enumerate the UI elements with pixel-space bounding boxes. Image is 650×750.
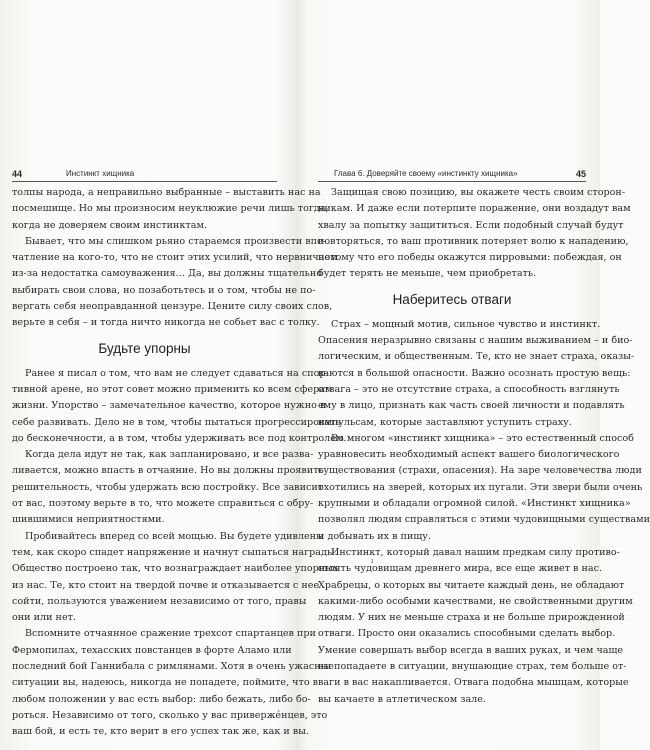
text-line: стоять чудовищам древнего мира, все еще живет в нас. bbox=[318, 563, 603, 575]
page-number: 44 bbox=[12, 169, 23, 179]
text-line: любом положении у вас есть выбор: либо бежать, либо бо- bbox=[12, 693, 311, 705]
text-line: охотились на зверей, которых их пугали. Эти звери были очень bbox=[318, 481, 643, 493]
text-line: отваги. Просто они оказались способными сделать выбор. bbox=[318, 628, 616, 640]
paragraph bbox=[318, 317, 635, 431]
text-line: Пробивайтесь вперед со всей мощью. Вы будете удивлены bbox=[25, 530, 324, 542]
page-number: 45 bbox=[575, 169, 586, 179]
gutter-mark: ı bbox=[371, 557, 374, 565]
text-line: ваш бой, и есть те, кто верит в его успех так же, как и вы. bbox=[12, 726, 309, 738]
text-line: выбирать свои слова, но позаботьтесь и о том, чтобы не по- bbox=[12, 284, 316, 296]
text-line: из-за недостатка самоуважения… Да, вы должны тщательно bbox=[12, 268, 322, 280]
text-line: Защищая свою позицию, вы окажете честь своим сторон- bbox=[331, 187, 626, 198]
text-line: импульсам, которые заставляют уступить страху. bbox=[318, 416, 572, 428]
text-line: тивной арене, но этот совет можно применить ко всем сферам bbox=[12, 383, 333, 395]
text-line: повторяться, то ваш противник потеряет волю к нападению, bbox=[318, 235, 629, 247]
text-line: Храбрецы, о которых вы читаете каждый день, не обладают bbox=[318, 579, 625, 591]
text-section-1 bbox=[12, 185, 338, 332]
paragraph bbox=[318, 185, 631, 283]
text-line: когда не доверяем своим инстинктам. bbox=[12, 219, 207, 231]
text-line: тем, как скоро спадет напряжение и начнут сыпаться награды. bbox=[12, 546, 338, 558]
text-line: они или нет. bbox=[12, 612, 76, 624]
text-line: существования (страхи, опасения). На заре человечества люди bbox=[318, 465, 642, 477]
text-line: Общество построено так, что вознаграждает наиболее упорных bbox=[12, 563, 339, 575]
text-line: до бесконечности, а в том, чтобы удерживать все под контролем. bbox=[12, 432, 347, 444]
paragraph bbox=[12, 447, 324, 528]
running-title: Глава 6. Доверяйте своему «инстинкту хищника» bbox=[334, 169, 518, 178]
text-line: ваги в вас накапливается. Отвага подобна мышцам, которые bbox=[318, 677, 629, 689]
text-line: сойти, пользуются уважением независимо от того, правы bbox=[12, 595, 307, 607]
text-line: и добывать их в пищу. bbox=[318, 530, 431, 542]
text-line: решительность, чтобы удержать всю постройку. Все зависит bbox=[12, 481, 324, 493]
running-header bbox=[12, 168, 277, 182]
text-line: крупными и обладали огромной силой. «Инстинкт хищника» bbox=[318, 498, 631, 510]
text-line: ему в лицо, признать как часть своей личности и подавлять bbox=[318, 400, 625, 412]
text-line: посмешище. Но мы произносим неуклюжие речи лишь тогда, bbox=[12, 203, 329, 215]
text-line: вергать себя неоправданной цензуре. Цените силу своих слов, bbox=[12, 301, 333, 313]
paragraph bbox=[318, 431, 650, 545]
text-line: Инстинкт, который давал нашим предкам силу противо- bbox=[331, 546, 620, 558]
text-line: из нас. Те, кто стоит на твердой почве и отказывается с нее bbox=[12, 579, 320, 591]
text-line: Умение совершать выбор всегда в ваших руках, и чем чаще bbox=[318, 644, 624, 656]
text-line: потому что его победы окажутся пирровыми: побеждая, он bbox=[318, 252, 622, 264]
text-line: Фермопилах, техасских повстанцев в форте Аламо или bbox=[12, 644, 292, 656]
paragraph bbox=[12, 366, 347, 447]
page-body bbox=[12, 185, 347, 741]
text-section-2 bbox=[12, 366, 347, 741]
text-line: ливается, можно впасть в отчаяние. Но вы должны проявить bbox=[12, 465, 324, 477]
text-line: никам. И даже если потерпите поражение, они воздадут вам bbox=[318, 203, 631, 215]
text-line: будет терять не меньше, чем приобретать. bbox=[318, 268, 537, 280]
text-line: Когда дела идут не так, как запланировано, и все разва- bbox=[25, 449, 314, 461]
text-line: роться. Независимо от того, сколько у вас привержéнцев, это bbox=[12, 709, 328, 721]
text-line: от вас, поэтому верьте в то, что можете справиться с обру- bbox=[12, 498, 314, 510]
text-line: верьте в себя – и тогда ничто никогда не собьет вас с толку. bbox=[12, 317, 320, 329]
text-section-1 bbox=[318, 185, 631, 283]
text-line: чатление на кого-то, что не стоит этих усилий, что нервничаем bbox=[12, 252, 338, 264]
paragraph bbox=[12, 626, 334, 740]
text-line: какими-либо особыми качествами, не свойственными другим bbox=[318, 595, 633, 607]
running-title: Инстинкт хищника bbox=[66, 169, 135, 178]
text-line: Бывает, что мы слишком рьяно стараемся произвести впе- bbox=[25, 235, 326, 247]
text-line: Опасения неразрывно связаны с нашим выживанием – и био- bbox=[318, 335, 633, 347]
text-section-2 bbox=[318, 317, 650, 708]
text-line: вы попадаете в ситуации, внушающие страх, тем больше от- bbox=[318, 661, 627, 673]
text-line: последний бой Ганнибала с римлянами. Хотя в очень ужасные bbox=[12, 661, 334, 673]
running-header bbox=[318, 168, 586, 182]
paragraph bbox=[12, 234, 338, 332]
paragraph bbox=[12, 185, 329, 234]
page-body bbox=[318, 185, 650, 708]
text-line: отвага – это не отсутствие страха, а способность взглянуть bbox=[318, 383, 620, 395]
text-line: логическим, и общественным. Те, кто не знает страха, оказы- bbox=[318, 351, 635, 363]
paragraph bbox=[12, 529, 339, 627]
text-line: позволял людям справляться с этими чудовищными существами bbox=[318, 514, 650, 526]
text-line: себе развивать. Дело не в том, чтобы пытаться прогрессировать bbox=[12, 416, 341, 428]
text-line: вы качаете в атлетическом зале. bbox=[318, 693, 486, 705]
text-line: жизни. Упорство – замечательное качество, которое нужно в bbox=[12, 400, 326, 412]
text-line: людям. У них не меньше страха и не больше прирожденной bbox=[318, 612, 625, 624]
text-line: Страх – мощный мотив, сильное чувство и инстинкт. bbox=[331, 318, 601, 330]
text-line: толпы народа, а неправильно выбранные – выставить нас на bbox=[12, 187, 321, 198]
text-line: Во многом «инстинкт хищника» – это естественный способ bbox=[331, 432, 634, 444]
text-line: шившимися неприятностями. bbox=[12, 514, 165, 526]
text-line: ваются в большой опасности. Важно осознать простую вещь: bbox=[318, 367, 631, 379]
section-heading: Наберитесь отваги bbox=[392, 291, 512, 307]
right-page bbox=[318, 168, 650, 708]
paragraph bbox=[318, 545, 633, 708]
section-heading: Будьте упорны bbox=[98, 340, 191, 356]
left-page bbox=[12, 168, 347, 741]
text-line: ситуации вы, надеюсь, никогда не попадете, поймите, что в bbox=[12, 677, 319, 689]
text-line: уравновесить необходимый аспект вашего биологического bbox=[318, 449, 620, 461]
text-line: Вспомните отчаянное сражение трехсот спартанцев при bbox=[25, 628, 316, 640]
text-line: хвалу за попытку защититься. Если подобный случай будут bbox=[318, 219, 624, 231]
text-line: Ранее я писал о том, что вам не следует сдаваться на спор- bbox=[25, 367, 329, 379]
